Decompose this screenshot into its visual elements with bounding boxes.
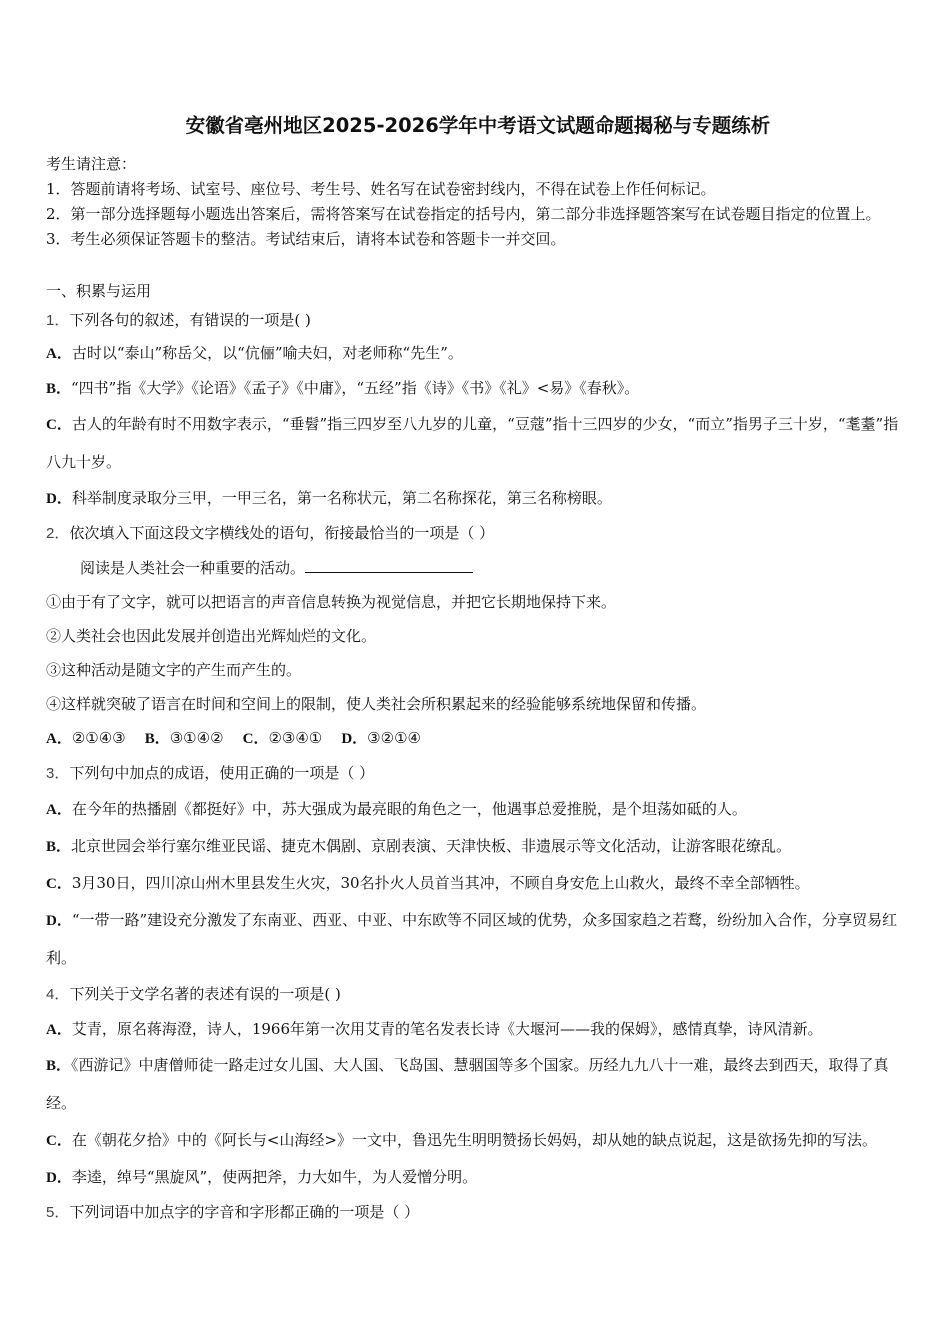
question-1	[46, 305, 910, 516]
option-label: C．	[46, 876, 72, 892]
notice-item: 1．答题前请将考场、试室号、座位号、考生号、姓名写在试卷密封线内，不得在试卷上作任何标记。	[46, 180, 716, 198]
option-label: B．	[46, 839, 72, 855]
option-text: 在今年的热播剧《都挺好》中，苏大强成为最亮眼的角色之一，他遇事总爱推脱，是个坦荡如砥的人。	[71, 800, 747, 818]
option-text: 科举制度录取分三甲，一甲三名，第一名称状元，第二名称探花，第三名称榜眼。	[71, 489, 612, 507]
question-number: 3．	[46, 765, 70, 782]
question-number: 5．	[46, 1204, 70, 1221]
notice-block	[46, 152, 910, 252]
option-text: 北京世园会举行塞尔维亚民谣、捷克木偶剧、京剧表演、天津快板、非遗展示等文化活动，让游客眼花缭乱。	[71, 837, 792, 855]
choice-label: A．	[46, 731, 72, 747]
choice-text: ②③④①	[268, 729, 323, 747]
question-5	[46, 1195, 910, 1230]
option-label: A．	[46, 802, 72, 818]
question-4	[46, 977, 910, 1195]
sentence: ②人类社会也因此发展并创造出光辉灿烂的文化。	[46, 627, 377, 645]
question-stem: 下列句中加点的成语，使用正确的一项是（ ）	[69, 764, 375, 782]
option-text: “一带一路”建设充分激发了东南亚、西亚、中亚、中东欧等不同区域的优势，众多国家趋之若鹜，纷纷加入合作，分享贸易红利。	[46, 911, 898, 967]
option-label: D．	[46, 1170, 72, 1186]
option-text: 古时以“泰山”称岳父，以“伉俪”喻夫妇，对老师称“先生”。	[71, 344, 463, 362]
sentence: ①由于有了文字，就可以把语言的声音信息转换为视觉信息，并把它长期地保持下来。	[46, 593, 617, 611]
option-text: 艾青，原名蒋海澄，诗人，1966年第一次用艾青的笔名发表长诗《大堰河——我的保姆》，感情真挚，诗风清新。	[71, 1020, 823, 1038]
question-number: 2．	[46, 525, 70, 542]
choice-label: D．	[341, 731, 368, 747]
option-text: 《西游记》中唐僧师徒一路走过女儿国、大人国、飞岛国、慧骃国等多个国家。历经九九八十一难，最终去到西天，取得了真经。	[46, 1056, 889, 1112]
option-label: D．	[46, 491, 72, 507]
question-stem: 下列词语中加点字的字音和字形都正确的一项是（ ）	[69, 1203, 420, 1221]
option-label: B．	[46, 1058, 72, 1074]
answer-blank	[305, 556, 473, 573]
choice-text: ③②①④	[367, 729, 421, 747]
question-number: 1．	[46, 312, 70, 329]
sentence: ③这种活动是随文字的产生而产生的。	[46, 661, 302, 679]
question-stem: 下列各句的叙述，有错误的一项是( )	[69, 311, 311, 329]
notice-heading: 考生请注意：	[46, 155, 137, 173]
question-2	[46, 516, 910, 756]
choice-label: C．	[242, 731, 269, 747]
choice-label: B．	[144, 731, 170, 747]
option-label: A．	[46, 346, 72, 362]
option-text: “四书”指《大学》《论语》《孟子》《中庸》，“五经”指《诗》《书》《礼》<易》《春秋》。	[71, 379, 640, 397]
section-heading: 一、积累与运用	[46, 282, 152, 300]
answer-choices	[46, 721, 910, 756]
notice-item: 2．第一部分选择题每小题选出答案后，需将答案写在试卷指定的括号内，第二部分非选择题答案写在试卷题目指定的位置上。	[46, 205, 881, 223]
passage-text: 阅读是人类社会一种重要的活动。	[80, 559, 306, 577]
question-stem: 下列关于文学名著的表述有误的一项是( )	[69, 985, 341, 1003]
choice-text: ③①④②	[169, 729, 224, 747]
notice-item: 3．考生必须保证答题卡的整洁。考试结束后，请将本试卷和答题卡一并交回。	[46, 230, 566, 248]
option-text: 李逵，绰号“黑旋风”，使两把斧，力大如牛，为人爱憎分明。	[71, 1168, 478, 1186]
sentence: ④这样就突破了语言在时间和空间上的限制，使人类社会所积累起来的经验能够系统地保留和传播。	[46, 695, 707, 713]
option-label: A．	[46, 1022, 72, 1038]
question-number: 4．	[46, 986, 70, 1003]
option-text: 在《朝花夕拾》中的《阿长与<山海经>》一文中，鲁迅先生明明赞扬长妈妈，却从她的缺点说起，这是欲扬先抑的写法。	[71, 1131, 877, 1149]
option-label: D．	[46, 913, 72, 929]
page-title: 安徽省亳州地区2025-2026学年中考语文试题命题揭秘与专题练析	[185, 114, 771, 137]
option-label: C．	[46, 417, 72, 433]
question-stem: 依次填入下面这段文字横线处的语句，衔接最恰当的一项是（ ）	[69, 524, 495, 542]
choice-text: ②①④③	[71, 729, 126, 747]
option-text: 古人的年龄有时不用数字表示，“垂髫”指三四岁至八九岁的儿童，“豆蔻”指十三四岁的少女，“而立”指男子三十岁，“耄耋”指八九十岁。	[46, 415, 899, 471]
question-3	[46, 756, 910, 977]
option-label: C．	[46, 1133, 72, 1149]
option-label: B．	[46, 381, 72, 397]
option-text: 3月30日，四川凉山州木里县发生火灾，30名扑火人员首当其冲，不顾自身安危上山救火，最终不幸全部牺牲。	[71, 874, 810, 892]
